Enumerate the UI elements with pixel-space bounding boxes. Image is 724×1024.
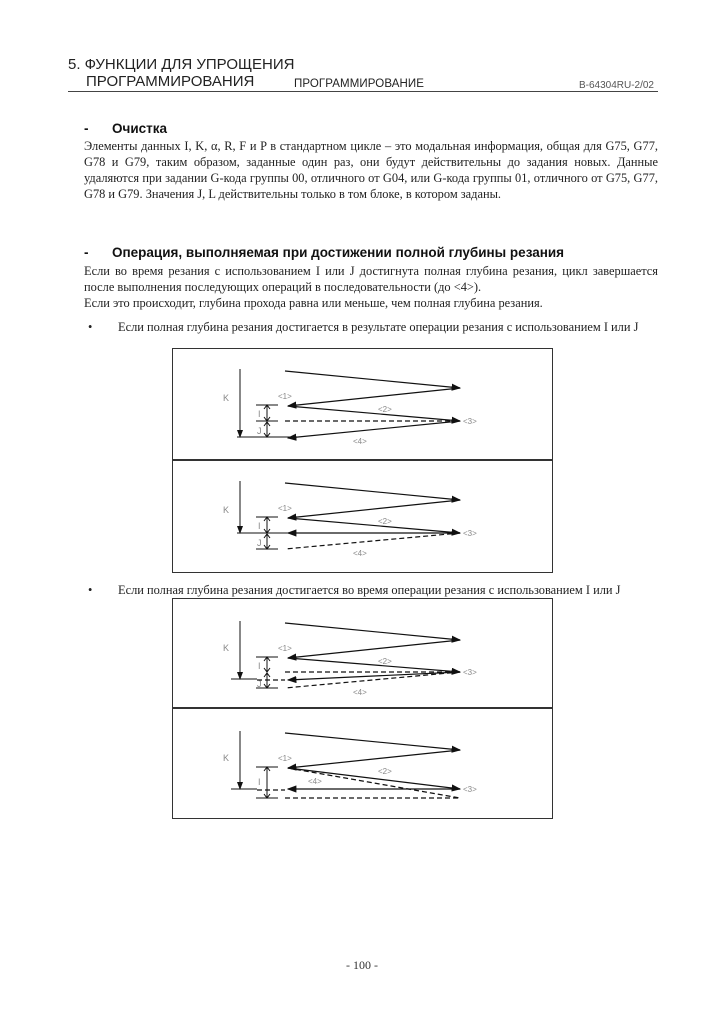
svg-text:<4>: <4>	[353, 688, 367, 697]
header-rule	[68, 91, 658, 92]
svg-text:I: I	[258, 661, 261, 671]
bullet-marker: •	[88, 320, 93, 334]
heading-full-depth-text: Операция, выполняемая при достижении полной глубины резания	[112, 245, 565, 260]
label-step4: <4>	[353, 437, 367, 446]
cutting-path-diagram	[173, 709, 551, 818]
svg-text:<3>: <3>	[463, 529, 477, 538]
bullet-text: Если полная глубина резания достигается в результате операции резания с использованием I или J	[118, 320, 639, 334]
paragraph-text: Если во время резания с использованием I или J достигнута полная глубина резания, цикл завершается после выполнения последующих операций в последовательности (до <4>).	[84, 264, 658, 294]
heading-clear-text: Очистка	[112, 121, 168, 136]
bullet-text: Если полная глубина резания достигается во время операции резания с использованием I или J	[118, 583, 621, 597]
heading-dash: -	[84, 121, 89, 136]
chapter-title	[68, 56, 295, 90]
svg-text:K: K	[223, 505, 230, 515]
bullet-item	[88, 582, 658, 598]
figure-1-panel-b	[173, 461, 552, 572]
chapter-title-line1: 5. ФУНКЦИИ ДЛЯ УПРОЩЕНИЯ	[68, 56, 295, 73]
svg-text:<2>: <2>	[378, 657, 392, 666]
chapter-title-line2: ПРОГРАММИРОВАНИЯ	[86, 73, 255, 90]
label-j: J	[257, 426, 262, 436]
svg-text:K: K	[223, 753, 230, 763]
figure-2	[172, 598, 553, 819]
svg-text:I: I	[258, 521, 261, 531]
svg-text:I: I	[258, 777, 261, 787]
clear-paragraph	[84, 138, 658, 202]
figure-1	[172, 348, 553, 573]
svg-text:<4>: <4>	[308, 777, 322, 786]
cutting-path-diagram	[173, 349, 551, 460]
svg-text:K: K	[223, 643, 230, 653]
section-title: ПРОГРАММИРОВАНИЕ	[294, 78, 425, 90]
label-step3: <3>	[463, 417, 477, 426]
heading-dash: -	[84, 245, 89, 260]
label-k: K	[223, 393, 230, 403]
svg-text:<2>: <2>	[378, 767, 392, 776]
label-i: I	[258, 409, 261, 419]
heading-full-depth	[84, 245, 564, 260]
page-number: - 100 -	[346, 958, 378, 972]
svg-text:<1>: <1>	[278, 754, 292, 763]
cutting-path-diagram	[173, 461, 551, 572]
label-step1: <1>	[278, 392, 292, 401]
svg-text:<3>: <3>	[463, 785, 477, 794]
svg-text:<4>: <4>	[353, 549, 367, 558]
paragraph-text: Если это происходит, глубина прохода равна или меньше, чем полная глубина резания.	[84, 296, 543, 310]
cutting-path-diagram	[173, 599, 551, 708]
document-code: B-64304RU-2/02	[578, 80, 654, 91]
svg-text:<1>: <1>	[278, 504, 292, 513]
svg-text:<3>: <3>	[463, 668, 477, 677]
figure-2-panel-b	[173, 709, 552, 818]
svg-text:J: J	[257, 679, 262, 689]
figure-2-panel-a	[173, 599, 552, 708]
heading-clear	[84, 121, 167, 136]
paragraph-text: Элементы данных I, K, α, R, F и P в стандартном цикле – это модальная информация, общая для G75, G77, G78 и G79, таким образом, заданные один раз, они будут действительны до задания новых. Данные удаляются при задании G-кода группы 00, отличного от G04, или G-кода группы 01, отличного от G75, G77, G78 и G79. Значения J, L действительны только в том блоке, в котором заданы.	[84, 139, 658, 201]
svg-text:J: J	[257, 538, 262, 548]
full-depth-paragraph	[84, 263, 658, 311]
svg-text:<1>: <1>	[278, 644, 292, 653]
bullet-marker: •	[88, 583, 93, 597]
svg-text:<2>: <2>	[378, 517, 392, 526]
figure-1-panel-a	[173, 349, 552, 460]
bullet-item	[88, 319, 658, 351]
label-step2: <2>	[378, 405, 392, 414]
